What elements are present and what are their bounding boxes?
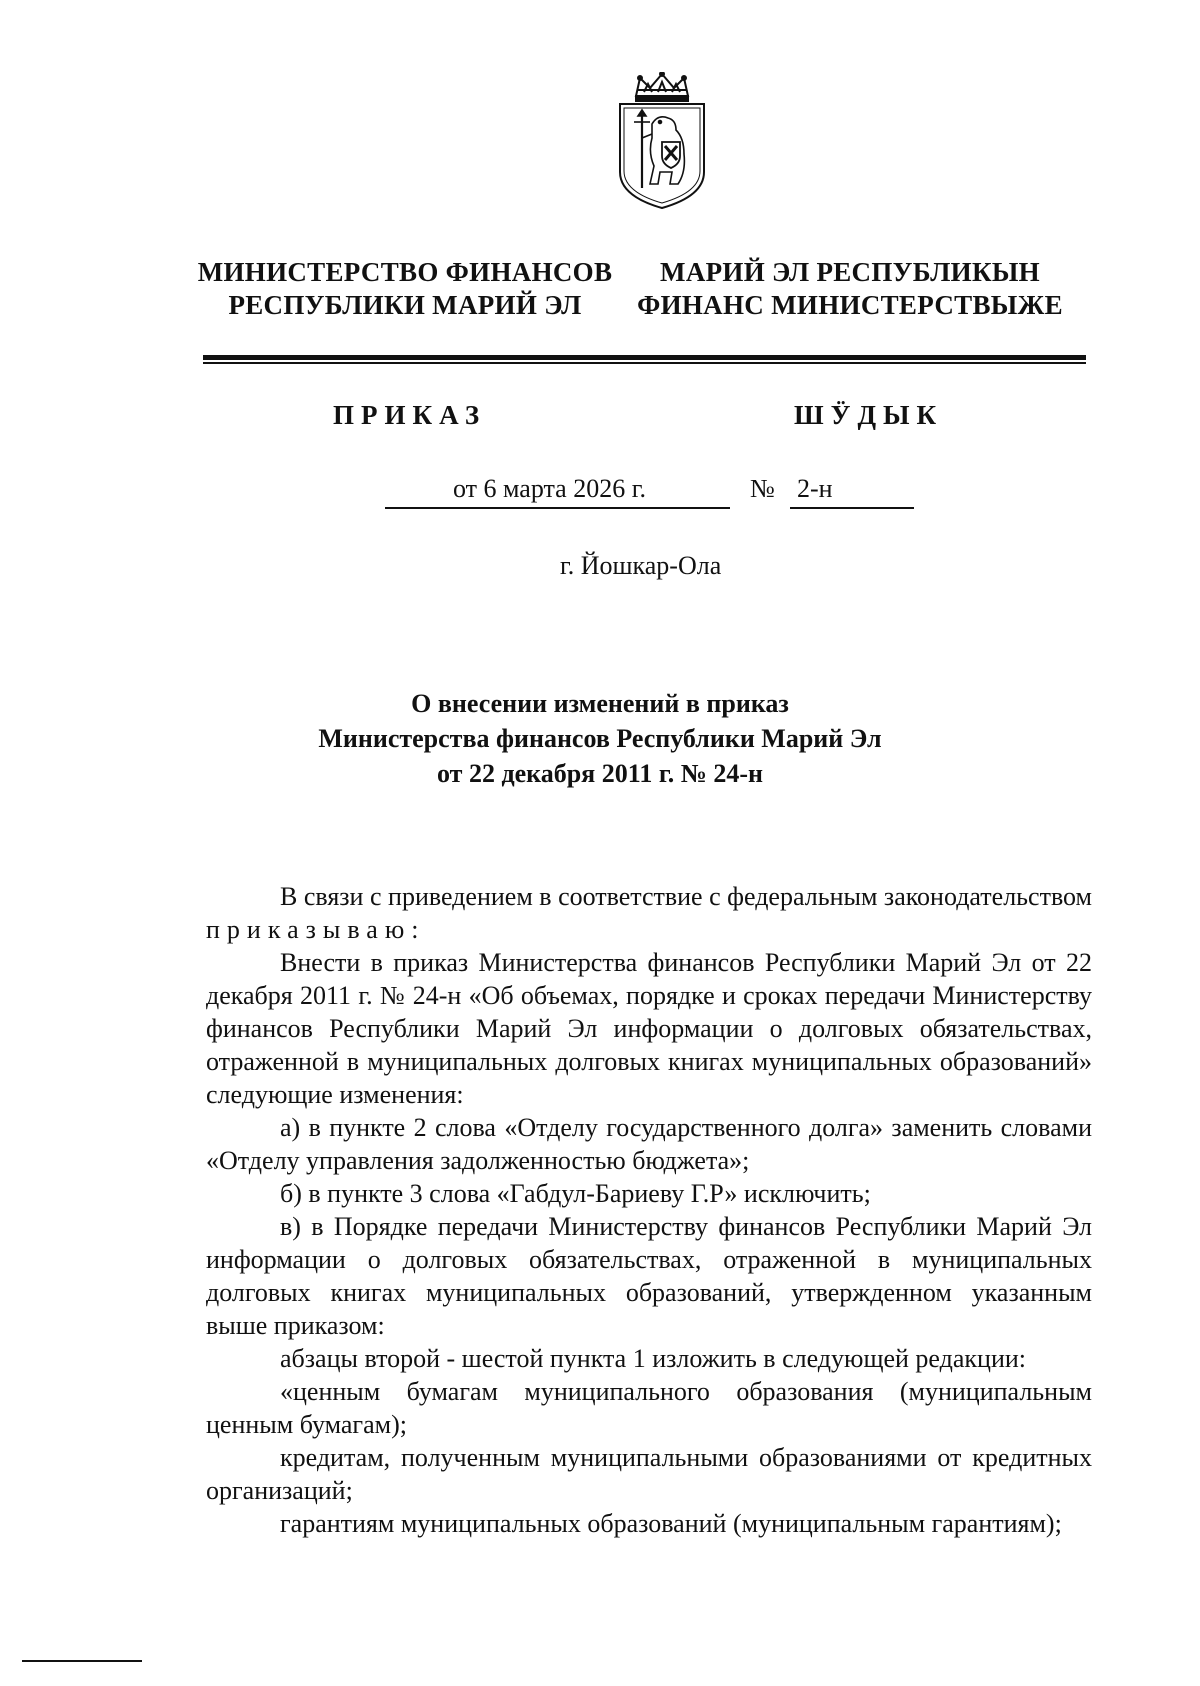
order-title-line1: О внесении изменений в приказ [411, 689, 789, 718]
ministry-name-ru [190, 256, 620, 322]
ministry-name-mari-line2: ФИНАНС МИНИСТЕРСТВЫЖЕ [637, 290, 1063, 320]
body-paragraph-8: кредитам, полученным муниципальными образованиями от кредитных организаций; [206, 1443, 1092, 1505]
order-number: 2-н [797, 474, 833, 503]
order-word-mari: ШӰДЫК [794, 400, 944, 430]
ministry-name-mari [630, 256, 1070, 322]
body-item-a: а) в пункте 2 слова «Отделу государственного долга» заменить словами «Отделу управления задолженностью бюджета»; [206, 1113, 1092, 1175]
order-number-sign: № [750, 474, 775, 503]
order-body [206, 880, 1092, 1540]
body-paragraph-7: «ценным бумагам муниципального образования (муниципальным ценным бумагам); [206, 1377, 1092, 1439]
order-directive-word: приказываю [206, 915, 412, 944]
order-title [0, 686, 1200, 791]
ministry-name-ru-line1: МИНИСТЕРСТВО ФИНАНСОВ [197, 257, 613, 287]
body-paragraph-2: Внести в приказ Министерства финансов Республики Марий Эл от 22 декабря 2011 г. № 24-н «Об объемах, порядке и сроках передачи Министерству финансов Республики Марий Эл информации о долговых обязательствах, отраженной в муниципальных долговых книгах муниципальных образований» следующие изменения: [206, 948, 1092, 1109]
order-city: г. Йошкар-Ола [560, 551, 722, 580]
order-title-line2: Министерства финансов Республики Марий Эл [318, 724, 882, 753]
body-paragraph-1-text: В связи с приведением в соответствие с федеральным законодательством [280, 882, 1092, 911]
ministry-name-mari-line1: МАРИЙ ЭЛ РЕСПУБЛИКЫН [660, 257, 1040, 287]
date-underline [385, 507, 730, 509]
footer-line [22, 1660, 142, 1662]
header-divider-thick [203, 355, 1086, 360]
coat-of-arms-icon [614, 72, 710, 210]
body-paragraph-9: гарантиям муниципальных образований (муниципальным гарантиям); [280, 1509, 1062, 1538]
header-divider-thin [203, 362, 1086, 364]
body-paragraph-1 [206, 880, 1092, 946]
body-item-c: в) в Порядке передачи Министерству финансов Республики Марий Эл информации о долговых обязательствах, отраженной в муниципальных долговых книгах муниципальных образований, утвержденном указанным выше приказом: [206, 1212, 1092, 1340]
order-title-line3: от 22 декабря 2011 г. № 24-н [437, 759, 763, 788]
order-word-ru: ПРИКАЗ [333, 400, 487, 430]
number-underline [790, 507, 914, 509]
ministry-name-ru-line2: РЕСПУБЛИКИ МАРИЙ ЭЛ [228, 290, 582, 320]
body-item-b: б) в пункте 3 слова «Габдул-Бариеву Г.Р» исключить; [280, 1179, 871, 1208]
order-date: от 6 марта 2026 г. [453, 474, 646, 503]
body-paragraph-6: абзацы второй - шестой пункта 1 изложить в следующей редакции: [280, 1344, 1026, 1373]
body-paragraph-1-end: : [411, 915, 419, 944]
